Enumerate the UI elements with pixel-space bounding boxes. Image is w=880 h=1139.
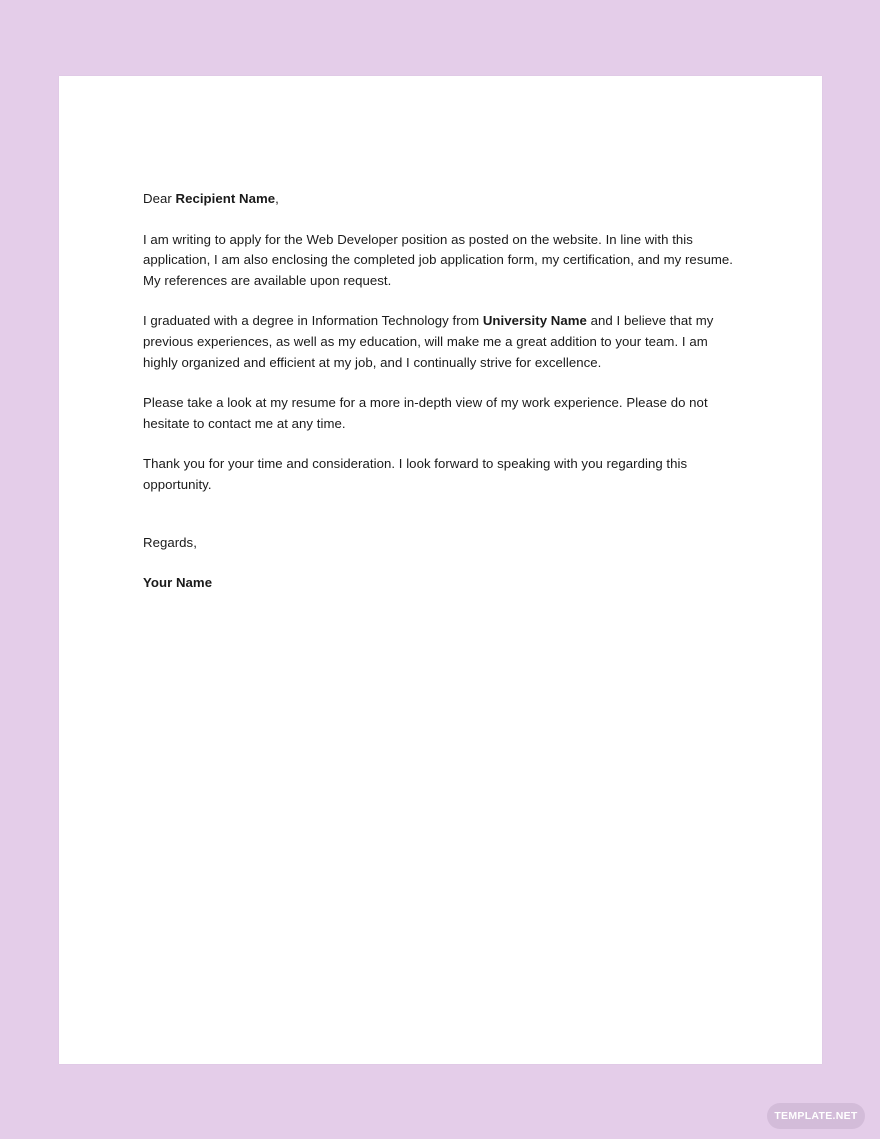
salutation-prefix: Dear: [143, 191, 176, 206]
letter-page: [59, 76, 822, 1064]
paragraph-resume: Please take a look at my resume for a more in-depth view of my work experience. Please do not hesitate to contact me at any time.: [143, 395, 708, 431]
paragraph-education: [143, 311, 743, 373]
paragraph-intro: I am writing to apply for the Web Developer position as posted on the website. In line with this application, I am also enclosing the completed job application form, my certification, and my resume. My references are available upon request.: [143, 231, 733, 288]
paragraph-education-part2: and I believe that my previous experiences, as well as my education, will make me a great addition to your team. I am highly organized and efficient at my job, and I continually strive for excellence.: [143, 313, 714, 370]
salutation: [143, 189, 743, 210]
salutation-suffix: ,: [275, 191, 279, 206]
recipient-name: Recipient Name: [175, 191, 276, 206]
university-name: University Name: [482, 313, 587, 329]
signature-name: Your Name: [143, 575, 213, 591]
watermark-badge[interactable]: TEMPLATE.NET: [767, 1103, 865, 1129]
letter-body: [143, 189, 743, 594]
paragraph-education-part1: I graduated with a degree in Information Technology from: [143, 313, 483, 329]
closing: Regards,: [143, 534, 197, 550]
paragraph-thanks: Thank you for your time and consideration. I look forward to speaking with you regarding this opportunity.: [143, 456, 688, 492]
